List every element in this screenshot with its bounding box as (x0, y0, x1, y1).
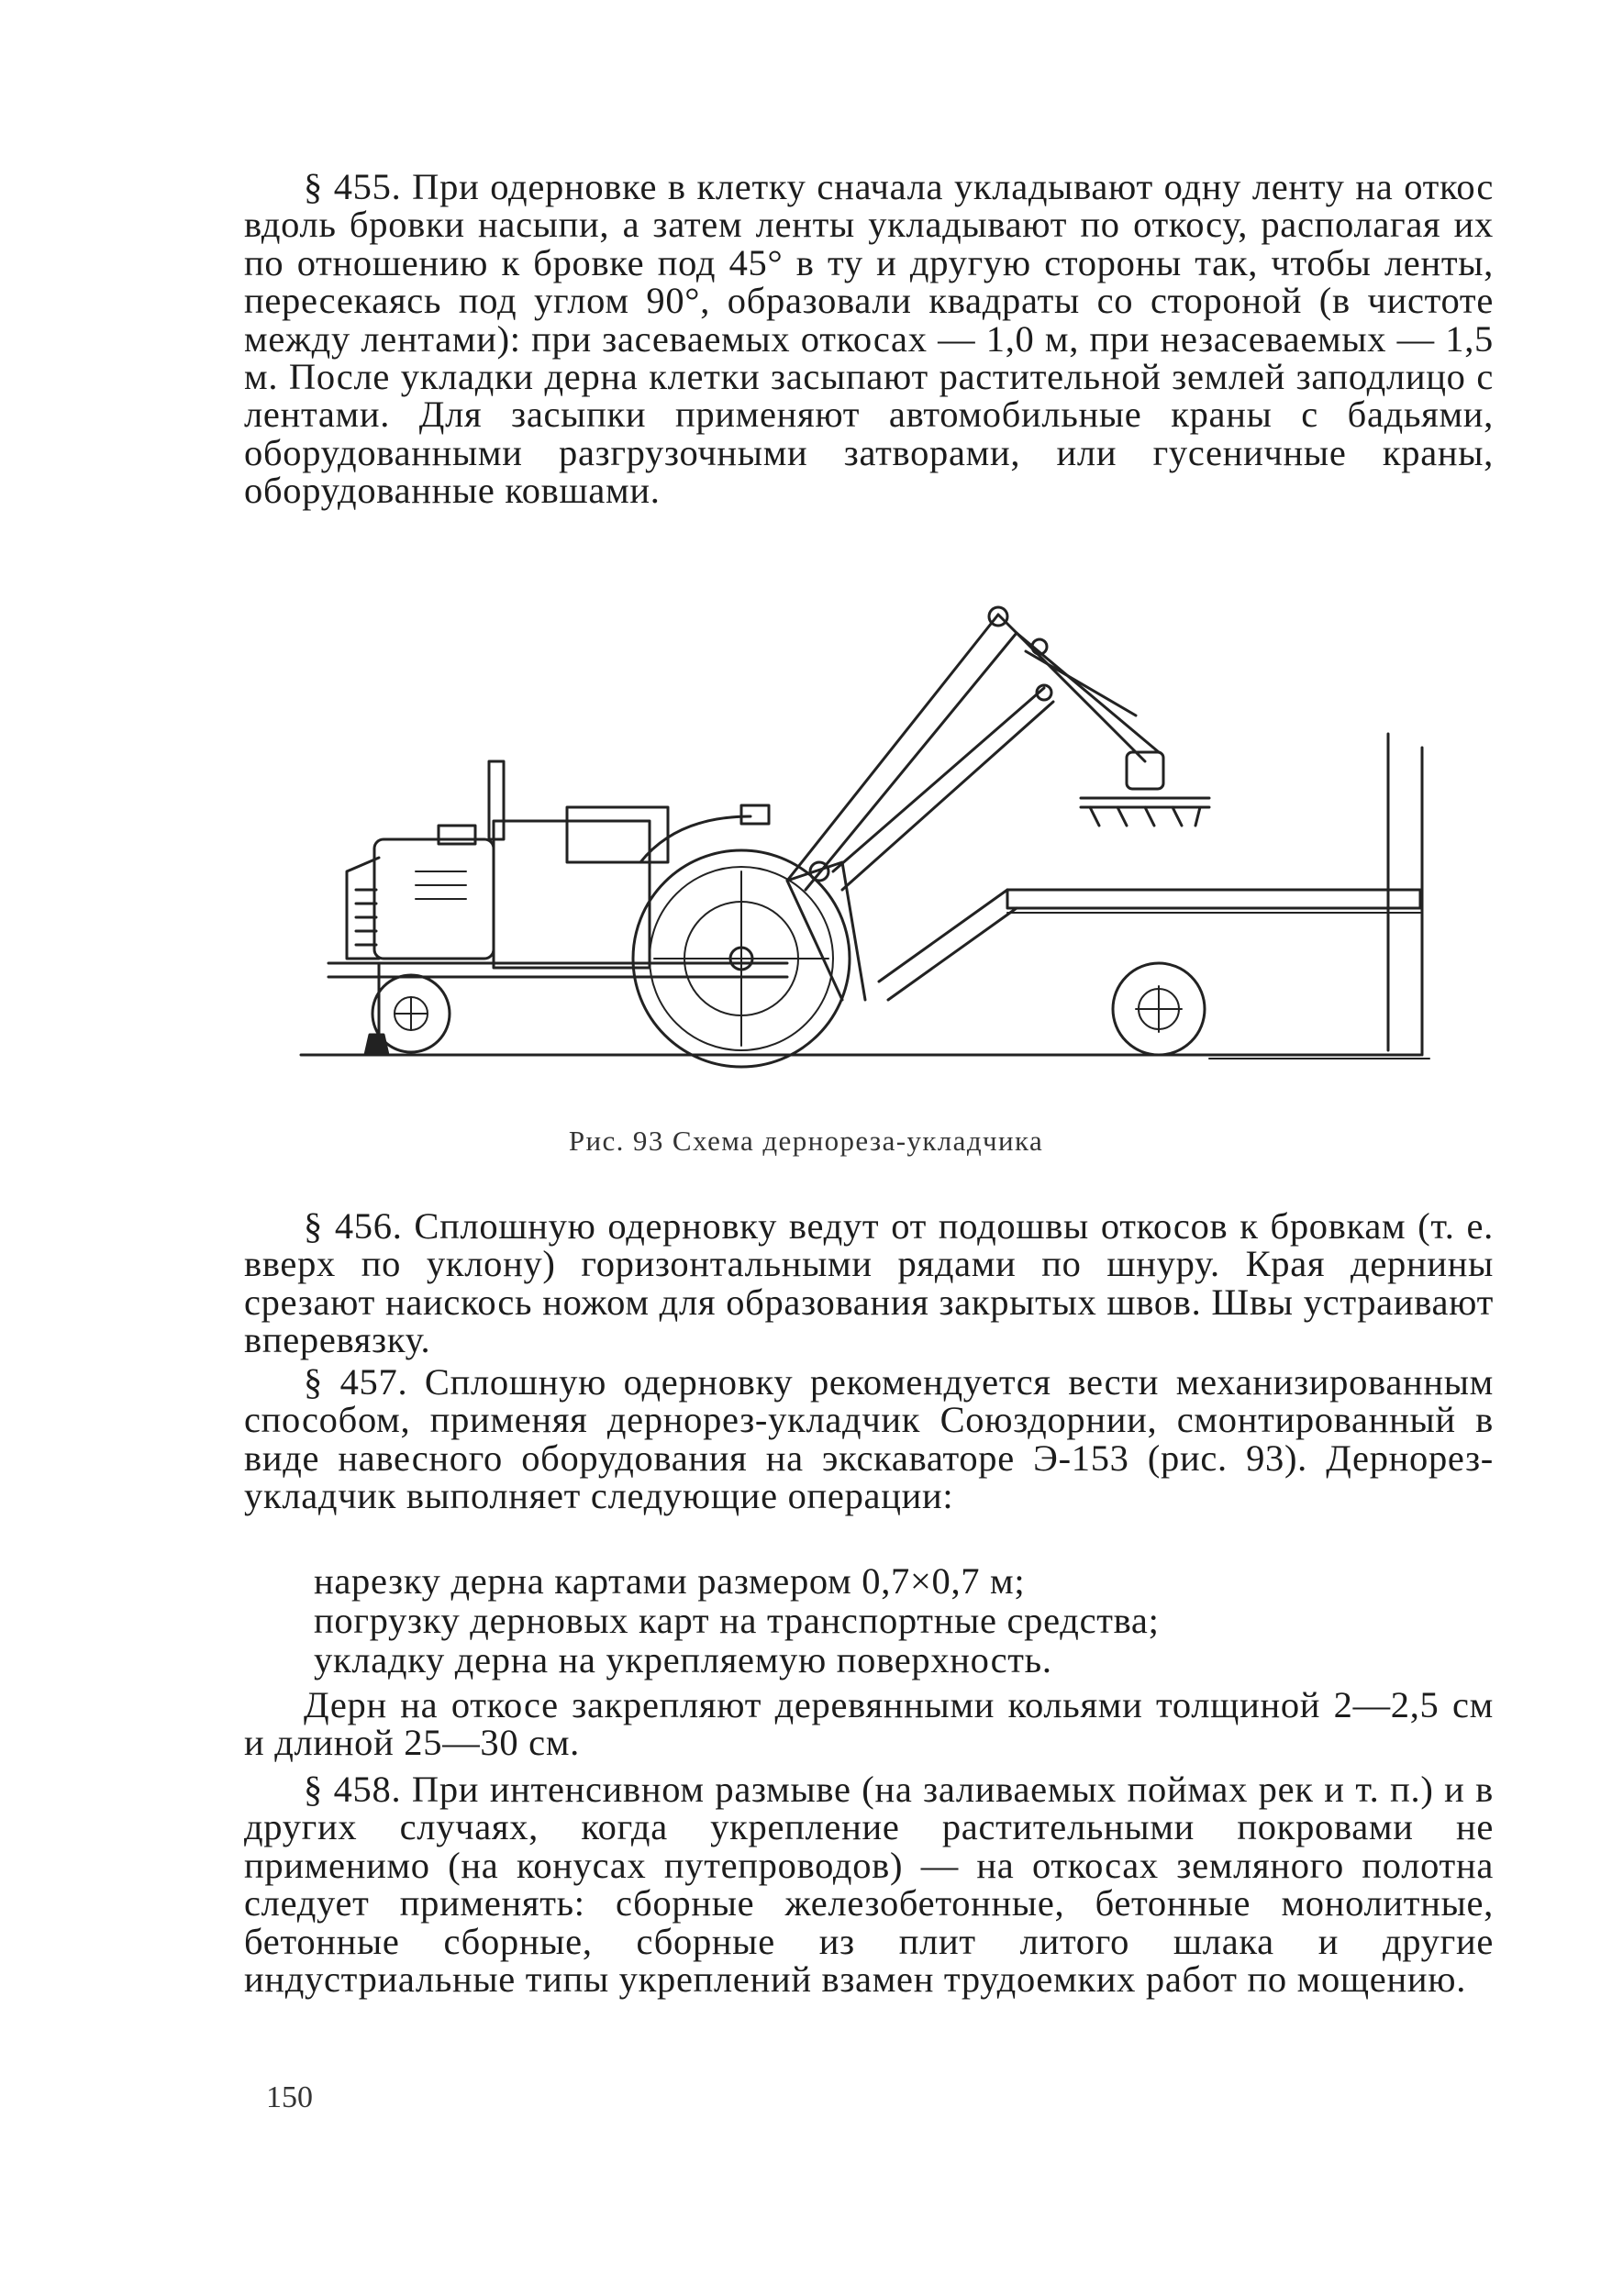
sod-cutter-diagram (292, 596, 1466, 1110)
list-item: погрузку дерновых карт на транспортные средства; (314, 1600, 1160, 1641)
paragraph-458: § 458. При интенсивном размыве (на заливаемых поймах рек и т. п.) и в других случаях, когда укрепление растительными покровами не применимо (на конусах путепроводов) — на откосах земляного полотна следует применять: сборные железобетонные, бетонные монолитные, бетонные сборные, сборные из плит литого шлака и другие индустриальные типы укреплений взамен трудоемких работ по мощению. (244, 1769, 1494, 2001)
list-item: укладку дерна на укрепляемую поверхность. (314, 1639, 1052, 1680)
trailer (879, 890, 1420, 1055)
boom-arms (787, 607, 1159, 1000)
paragraph-457: § 457. Сплошную одерновку рекомендуется вести механизированным способом, применяя дернорез-укладчик Союздорнии, смонтированный в виде навесного оборудования на экскаваторе Э-153 (рис. 93). Дернорез-укладчик выполняет следующие операции: (244, 1361, 1494, 1517)
page-number: 150 (266, 2080, 313, 2114)
paragraph-457-stakes: Дерн на откосе закрепляют деревянными кольями толщиной 2—2,5 см и длиной 25—30 см. (244, 1684, 1494, 1764)
paragraph-456: § 456. Сплошную одерновку ведут от подошвы откосов к бровкам (т. е. вверх по уклону) горизонтальными рядами по шнуру. Края дернины срезают наискось ножом для образования закрытых швов. Швы устраивают вперевязку. (244, 1205, 1494, 1361)
figure-sod-cutter-layer (292, 596, 1466, 1115)
list-item: нарезку дерна картами размером 0,7×0,7 м; (314, 1560, 1026, 1602)
figure-caption: Рис. 93 Схема дернореза-укладчика (568, 1125, 1044, 1157)
rear-wheel (633, 850, 850, 1067)
paragraph-455: § 455. При одерновке в клетку сначала укладывают одну ленту на откос вдоль бровки насыпи, а затем ленты укладывают по откосу, располагая их по отношению к бровке под 45° в ту и другую стороны так, чтобы ленты, пересекаясь под углом 90°, образовали квадраты со стороной (в чистоте между лентами): при засеваемых откосах — 1,0 м, при незасеваемых — 1,5 м. После укладки дерна клетки засыпают растительной землей заподлицо с лентами. Для засыпки применяют автомобильные краны с бадьями, оборудованными разгрузочными затворами, или гусеничные краны, оборудованные ковшами. (244, 166, 1494, 512)
cutter-head (1081, 752, 1209, 826)
operations-list (314, 1561, 1497, 1680)
